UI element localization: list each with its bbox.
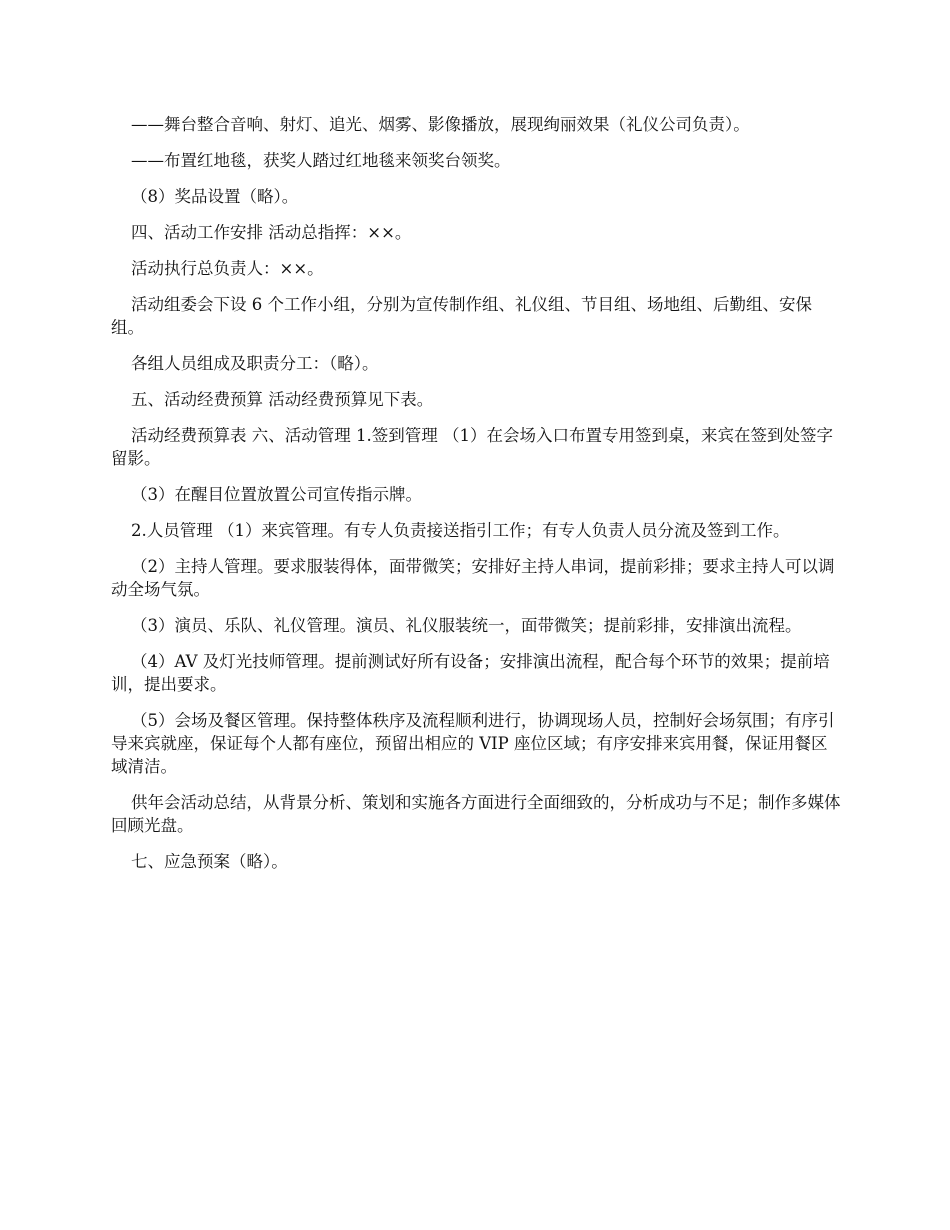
paragraph-group-duties: 各组人员组成及职责分工：（略）。 <box>131 354 379 373</box>
paragraph-executive-lead: 活动执行总负责人：××。 <box>131 259 324 278</box>
paragraph-summary: 供年会活动总结，从背景分析、策划和实施各方面进行全面细致的，分析成功与不足；制作多媒体回顾光盘。 <box>111 793 841 835</box>
paragraph-prize-settings: （8）奖品设置（略）。 <box>131 187 299 206</box>
paragraph-signage: （3）在醒目位置放置公司宣传指示牌。 <box>131 485 422 504</box>
paragraph-personnel-guests: 2.人员管理 （1）来宾管理。有专人负责接送指引工作；有专人负责人员分流及签到工作。 <box>131 521 790 540</box>
paragraph-section-five: 五、活动经费预算 活动经费预算见下表。 <box>131 390 434 409</box>
paragraph-red-carpet: ——布置红地毯，获奖人踏过红地毯来领奖台领奖。 <box>131 151 511 170</box>
paragraph-working-groups: 活动组委会下设 6 个工作小组，分别为宣传制作组、礼仪组、节目组、场地组、后勤组、安保组。 <box>111 295 812 337</box>
paragraph-venue-dining: （5）会场及餐区管理。保持整体秩序及流程顺利进行，协调现场人员，控制好会场氛围；有序引导来宾就座，保证每个人都有座位，预留出相应的 VIP 座位区域；有序安排来宾用餐，保证用餐区域清洁。 <box>111 711 835 776</box>
paragraph-stage-effects: ——舞台整合音响、射灯、追光、烟雾、影像播放，展现绚丽效果（礼仪公司负责）。 <box>131 115 750 134</box>
paragraph-host-management: （2）主持人管理。要求服装得体，面带微笑；安排好主持人串词，提前彩排；要求主持人可以调动全场气氛。 <box>111 557 835 599</box>
paragraph-section-seven: 七、应急预案（略）。 <box>131 852 288 871</box>
paragraph-av-lighting: （4）AV 及灯光技师管理。提前测试好所有设备；安排演出流程，配合每个环节的效果；提前培训，提出要求。 <box>111 652 830 694</box>
paragraph-section-four: 四、活动工作安排 活动总指挥：××。 <box>131 223 412 242</box>
paragraph-performer-management: （3）演员、乐队、礼仪管理。演员、礼仪服装统一，面带微笑；提前彩排，安排演出流程。 <box>131 616 802 635</box>
paragraph-section-six-signin: 活动经费预算表 六、活动管理 1.签到管理 （1）在会场入口布置专用签到桌，来宾在签到处签字留影。 <box>111 426 833 468</box>
document-body <box>111 113 843 886</box>
